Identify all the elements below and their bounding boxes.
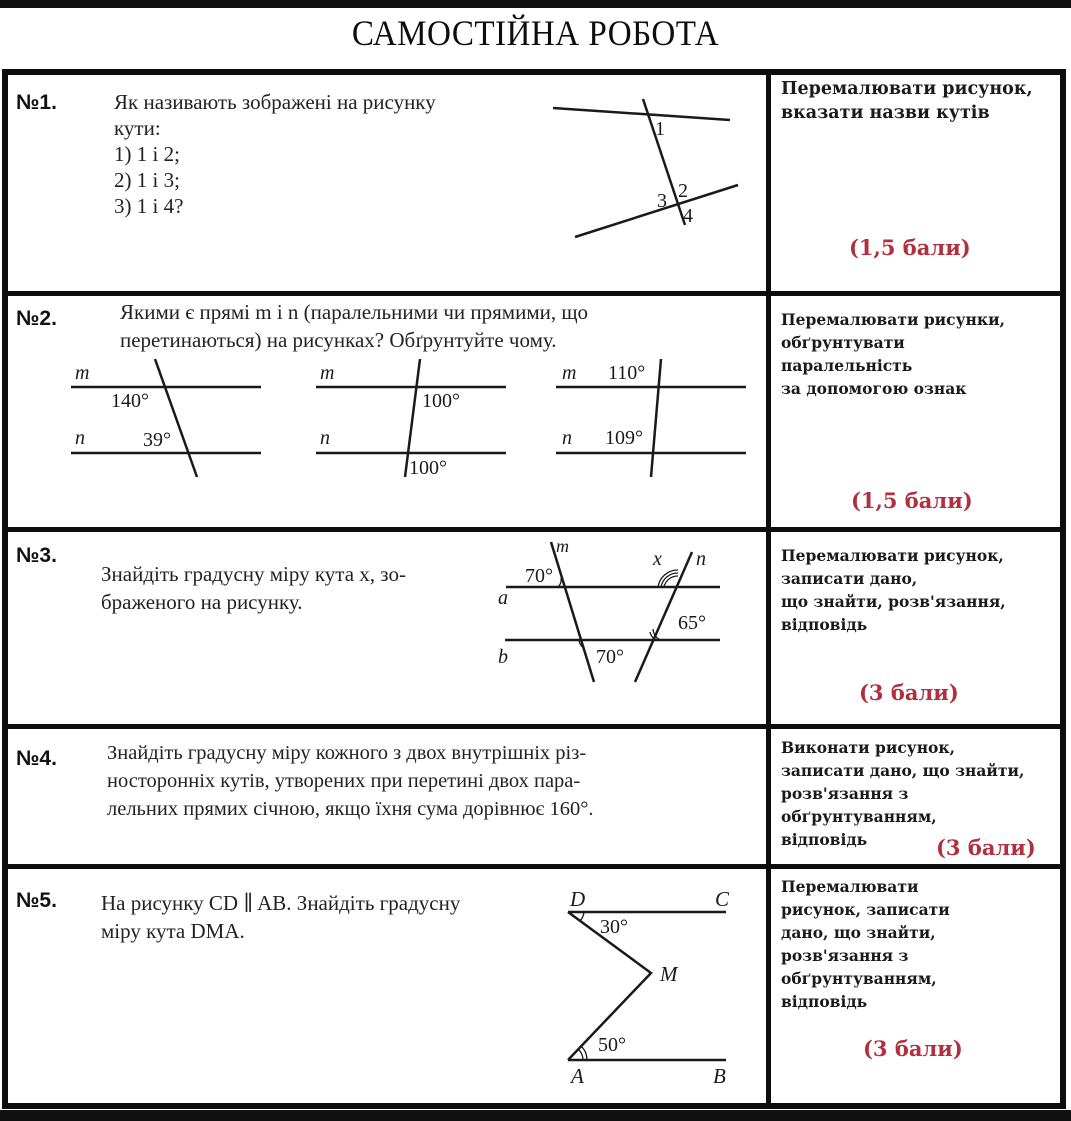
point-label-d: D (570, 887, 586, 911)
instruction-line: обґрунтуванням, (781, 807, 937, 826)
instruction-text (781, 544, 1006, 636)
task-question (120, 298, 588, 354)
task-2-content (8, 296, 766, 527)
question-line: кути: (114, 116, 161, 140)
task-1-instructions (766, 75, 1060, 291)
line-label-n: n (696, 548, 706, 570)
angle-label: 100° (422, 390, 460, 412)
instruction-line: відповідь (781, 992, 868, 1011)
instruction-line: паралельність (781, 356, 913, 375)
point-label-b: B (713, 1064, 726, 1088)
question-line: браженого на рисунку. (101, 590, 303, 614)
point-label-c: C (715, 887, 730, 911)
task-2-instructions (766, 296, 1060, 527)
question-line: 1) 1 і 2; (114, 142, 180, 166)
question-line: міру кута DMA. (101, 919, 245, 943)
question-line: 3) 1 і 4? (114, 194, 184, 218)
instruction-line: за допомогою ознак (781, 379, 967, 398)
instruction-text (781, 875, 950, 1013)
angle-label: 50° (598, 1034, 626, 1056)
angle-label: 4 (683, 205, 693, 227)
line-label-m: m (556, 536, 569, 556)
instruction-line: розв'язання з (781, 946, 909, 965)
angle-label: 1 (655, 118, 665, 140)
task-question (101, 889, 460, 945)
line-label-m: m (320, 362, 335, 384)
page-title: САМОСТІЙНА РОБОТА (351, 13, 720, 53)
figure-parallel-lines-x (478, 532, 748, 692)
instruction-line: обґрунтуванням, (781, 969, 937, 988)
task-row-5 (8, 869, 1060, 1103)
angle-label-x: x (653, 548, 662, 570)
task-row-3 (8, 532, 1060, 729)
instruction-line: дано, що знайти, (781, 923, 936, 942)
question-line: перетинаються) на рисунках? Обґрунтуйте чому. (120, 328, 557, 352)
instruction-line: вказати назви кутів (781, 103, 990, 123)
line-label-b: b (498, 646, 508, 668)
angle-label: 39° (143, 429, 171, 451)
points-badge: (1,5 бали) (851, 488, 973, 513)
instruction-line: Перемалювати рисунок, (781, 546, 1004, 565)
question-line: 2) 1 і 3; (114, 168, 180, 192)
figure-lines-b (308, 351, 518, 481)
task-number: №4. (16, 747, 57, 770)
points-badge: (3 бали) (863, 1036, 963, 1061)
line-label-m: m (75, 362, 90, 384)
angle-label: 2 (678, 180, 688, 202)
task-number: №5. (16, 889, 57, 912)
line-label-m: m (562, 362, 577, 384)
instruction-line: обґрунтувати (781, 333, 905, 352)
figure-zigzag-dma (548, 869, 758, 1099)
instruction-line: відповідь (781, 615, 868, 634)
line-label-n: n (562, 427, 572, 449)
instruction-line: Перемалювати рисунки, (781, 310, 1005, 329)
point-label-a: A (571, 1064, 584, 1088)
figure-angles-1 (538, 75, 768, 275)
task-4-instructions (766, 729, 1060, 864)
task-5-content (8, 869, 766, 1103)
angle-label: 70° (525, 565, 553, 587)
task-question (114, 89, 436, 219)
task-row-1 (8, 75, 1060, 296)
task-number: №2. (16, 307, 57, 330)
instruction-line: що знайти, розв'язання, (781, 592, 1006, 611)
task-question (101, 560, 406, 616)
points-badge: (3 бали) (936, 835, 1036, 860)
bottom-border-bar (0, 1110, 1071, 1121)
tasks-table (2, 69, 1066, 1109)
instruction-line: записати дано, (781, 569, 918, 588)
task-number: №1. (16, 91, 57, 114)
figure-lines-c (548, 351, 758, 481)
line-label-n: n (75, 427, 85, 449)
instruction-line: Виконати рисунок, (781, 738, 955, 757)
instruction-line: Перемалювати (781, 877, 919, 896)
question-line: носторонніх кутів, утворених при перетині двох пара- (107, 770, 581, 792)
task-3-content (8, 532, 766, 724)
instruction-line: Перемалювати рисунок, (781, 79, 1033, 99)
instruction-text (781, 308, 1005, 400)
line-label-a: a (498, 587, 508, 609)
task-question (107, 739, 594, 823)
figure-lines-a (63, 351, 273, 481)
points-badge: (1,5 бали) (849, 235, 971, 260)
question-line: На рисунку CD ∥ AB. Знайдіть градусну (101, 891, 461, 915)
angle-label: 140° (111, 390, 149, 412)
angle-label: 3 (657, 190, 667, 212)
question-line: лельних прямих січною, якщо їхня сума дорівнює 160°. (107, 798, 594, 820)
instruction-line: записати дано, що знайти, (781, 761, 1025, 780)
point-label-m: M (660, 962, 678, 986)
instruction-line: рисунок, записати (781, 900, 950, 919)
angle-label: 65° (678, 612, 706, 634)
angle-label: 30° (600, 916, 628, 938)
points-badge: (3 бали) (859, 680, 959, 705)
task-4-content (8, 729, 766, 864)
angle-label: 110° (608, 362, 646, 384)
question-line: Якими є прямі m і n (паралельними чи прямими, що (120, 300, 589, 324)
instruction-text (781, 736, 1024, 851)
task-3-instructions (766, 532, 1060, 724)
task-1-content (8, 75, 766, 291)
top-border-bar (0, 0, 1071, 8)
instruction-text (781, 77, 1033, 125)
line-label-n: n (320, 427, 330, 449)
task-row-4 (8, 729, 1060, 869)
question-line: Знайдіть градусну міру кожного з двох внутрішніх різ- (107, 742, 587, 764)
question-line: Як називають зображені на рисунку (114, 90, 436, 114)
question-line: Знайдіть градусну міру кута x, зо- (101, 562, 406, 586)
angle-label: 70° (596, 646, 624, 668)
instruction-line: розв'язання з (781, 784, 909, 803)
instruction-line: відповідь (781, 830, 868, 849)
task-number: №3. (16, 544, 57, 567)
angle-label: 109° (605, 427, 643, 449)
task-row-2 (8, 296, 1060, 532)
angle-label: 100° (409, 457, 447, 479)
task-5-instructions (766, 869, 1060, 1103)
